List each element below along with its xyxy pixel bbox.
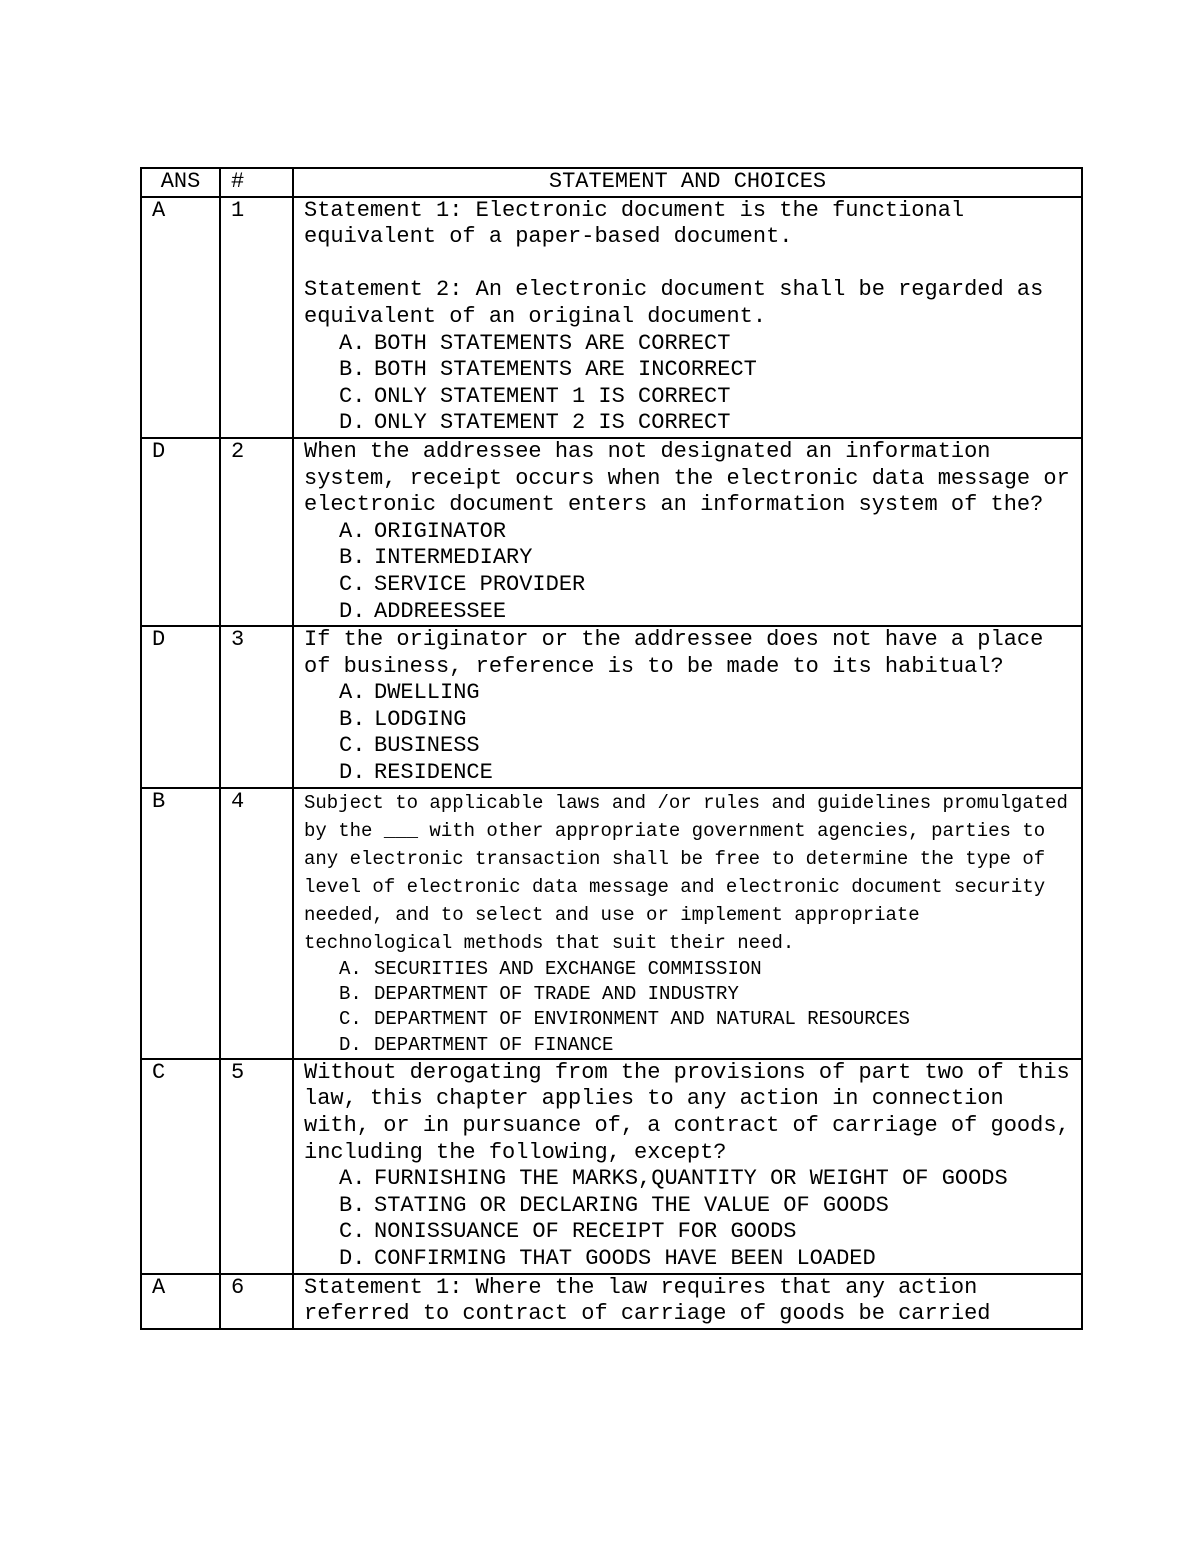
choice-item [339, 410, 1071, 437]
choice-letter: C. [339, 733, 366, 759]
choice-text: DWELLING [374, 680, 480, 706]
question-row [141, 438, 1082, 626]
choice-text: CONFIRMING THAT GOODS HAVE BEEN LOADED [374, 1246, 876, 1271]
statement-text: Statement 2: An electronic document shall be regarded as equivalent of an original document. [304, 277, 1044, 329]
choice-letter: C. [339, 1219, 366, 1245]
header-statement: STATEMENT AND CHOICES [293, 168, 1082, 197]
statement-text: If the originator or the addressee does not have a place of business, reference is to be made to its habitual? [304, 627, 1044, 679]
choice-letter: C. [339, 571, 366, 597]
choice-item [339, 545, 1071, 572]
choice-letter: B. [339, 1192, 366, 1218]
choice-text: ORIGINATOR [374, 518, 507, 544]
header-number: # [220, 168, 293, 197]
choice-item [339, 982, 1071, 1007]
choice-text: ONLY STATEMENT 2 IS CORRECT [374, 410, 731, 436]
choice-text: ONLY STATEMENT 1 IS CORRECT [374, 383, 731, 409]
answer-cell: C [141, 1059, 220, 1274]
choice-text: NONISSUANCE OF RECEIPT FOR GOODS [374, 1219, 797, 1245]
statement-cell [293, 438, 1082, 626]
choice-list [304, 519, 1071, 625]
choice-item [339, 957, 1071, 982]
answer-cell: A [141, 197, 220, 438]
choice-letter: B. [339, 545, 366, 571]
choice-text: DEPARTMENT OF FINANCE [374, 1033, 614, 1056]
choice-item [339, 733, 1071, 760]
choice-text: LODGING [374, 706, 467, 732]
statement-cell [293, 626, 1082, 788]
question-number-cell: 3 [220, 626, 293, 788]
choice-letter: D. [339, 598, 366, 624]
choice-item [339, 384, 1071, 411]
choice-letter: B. [339, 706, 366, 732]
choice-item [339, 572, 1071, 599]
choice-letter: A. [339, 680, 366, 706]
choice-list [304, 957, 1071, 1058]
choice-letter: A. [339, 518, 366, 544]
choice-letter: C. [339, 383, 366, 409]
answer-cell: D [141, 438, 220, 626]
statement-cell [293, 788, 1082, 1059]
question-rows [141, 197, 1082, 1329]
choice-item [339, 519, 1071, 546]
choice-text: BOTH STATEMENTS ARE INCORRECT [374, 357, 757, 383]
choice-item [339, 1033, 1071, 1058]
choice-text: DEPARTMENT OF TRADE AND INDUSTRY [374, 982, 739, 1005]
answer-cell: B [141, 788, 220, 1059]
choice-letter: D. [339, 760, 366, 786]
question-number-cell: 5 [220, 1059, 293, 1274]
choice-letter: C. [339, 1008, 362, 1031]
choice-text: SECURITIES AND EXCHANGE COMMISSION [374, 957, 762, 980]
choice-letter: B. [339, 357, 366, 383]
choice-letter: B. [339, 982, 362, 1005]
statement-text: Statement 1: Where the law requires that any action referred to contract of carriage of goods be carried [304, 1274, 991, 1327]
choice-item [339, 680, 1071, 707]
statement-cell [293, 1059, 1082, 1274]
statement-cell [293, 197, 1082, 438]
choice-list [304, 1166, 1071, 1272]
choice-item [339, 599, 1071, 626]
statement-text: Statement 1: Electronic document is the functional equivalent of a paper-based document. [304, 197, 965, 250]
choice-item [339, 760, 1071, 787]
choice-list [304, 680, 1071, 786]
choice-letter: D. [339, 410, 366, 436]
question-row [141, 197, 1082, 438]
choice-list [304, 331, 1071, 437]
paragraph-gap [304, 251, 1071, 278]
choice-text: DEPARTMENT OF ENVIRONMENT AND NATURAL RESOURCES [374, 1008, 910, 1031]
header-row [141, 168, 1082, 197]
choice-letter: D. [339, 1246, 366, 1271]
choice-item [339, 1007, 1071, 1032]
choice-item [339, 707, 1071, 734]
statement-text: Without derogating from the provisions of part two of this law, this chapter applies to any action in connection with, or in pursuance of, a contract of carriage of goods, including the following, except? [304, 1059, 1070, 1165]
choice-letter: A. [339, 1166, 366, 1192]
choice-item [339, 1166, 1071, 1193]
quiz-table [140, 167, 1083, 1330]
question-number-cell: 2 [220, 438, 293, 626]
choice-letter: A. [339, 330, 366, 356]
choice-item [339, 1193, 1071, 1220]
question-row [141, 788, 1082, 1059]
question-number-cell: 4 [220, 788, 293, 1059]
choice-letter: A. [339, 957, 362, 980]
choice-item [339, 1246, 1071, 1273]
statement-text: When the addressee has not designated an information system, receipt occurs when the electronic data message or electronic document enters an information system of the? [304, 438, 1070, 518]
choice-text: STATING OR DECLARING THE VALUE OF GOODS [374, 1192, 889, 1218]
choice-item [339, 331, 1071, 358]
question-number-cell: 6 [220, 1274, 293, 1329]
question-row [141, 1059, 1082, 1274]
answer-cell: D [141, 626, 220, 788]
statement-text: Subject to applicable laws and /or rules and guidelines promulgated by the ___ with other appropriate government agencies, parties to any electronic transaction shall be free to determine the type of level of electronic data message and electronic document security needed, and to select and use or implement appropriate technological methods that suit their need. [304, 791, 1068, 954]
question-row [141, 1274, 1082, 1329]
header-ans: ANS [141, 168, 220, 197]
choice-text: SERVICE PROVIDER [374, 571, 586, 597]
choice-text: FURNISHING THE MARKS,QUANTITY OR WEIGHT OF GOODS [374, 1166, 1008, 1192]
answer-cell: A [141, 1274, 220, 1329]
statement-cell [293, 1274, 1082, 1329]
choice-item [339, 357, 1071, 384]
choice-text: BUSINESS [374, 733, 480, 759]
choice-text: BOTH STATEMENTS ARE CORRECT [374, 330, 731, 356]
question-row [141, 626, 1082, 788]
question-number-cell: 1 [220, 197, 293, 438]
choice-text: RESIDENCE [374, 760, 493, 786]
choice-letter: D. [339, 1033, 362, 1056]
choice-text: ADDREESSEE [374, 598, 507, 624]
choice-item [339, 1219, 1071, 1246]
choice-text: INTERMEDIARY [374, 545, 533, 571]
